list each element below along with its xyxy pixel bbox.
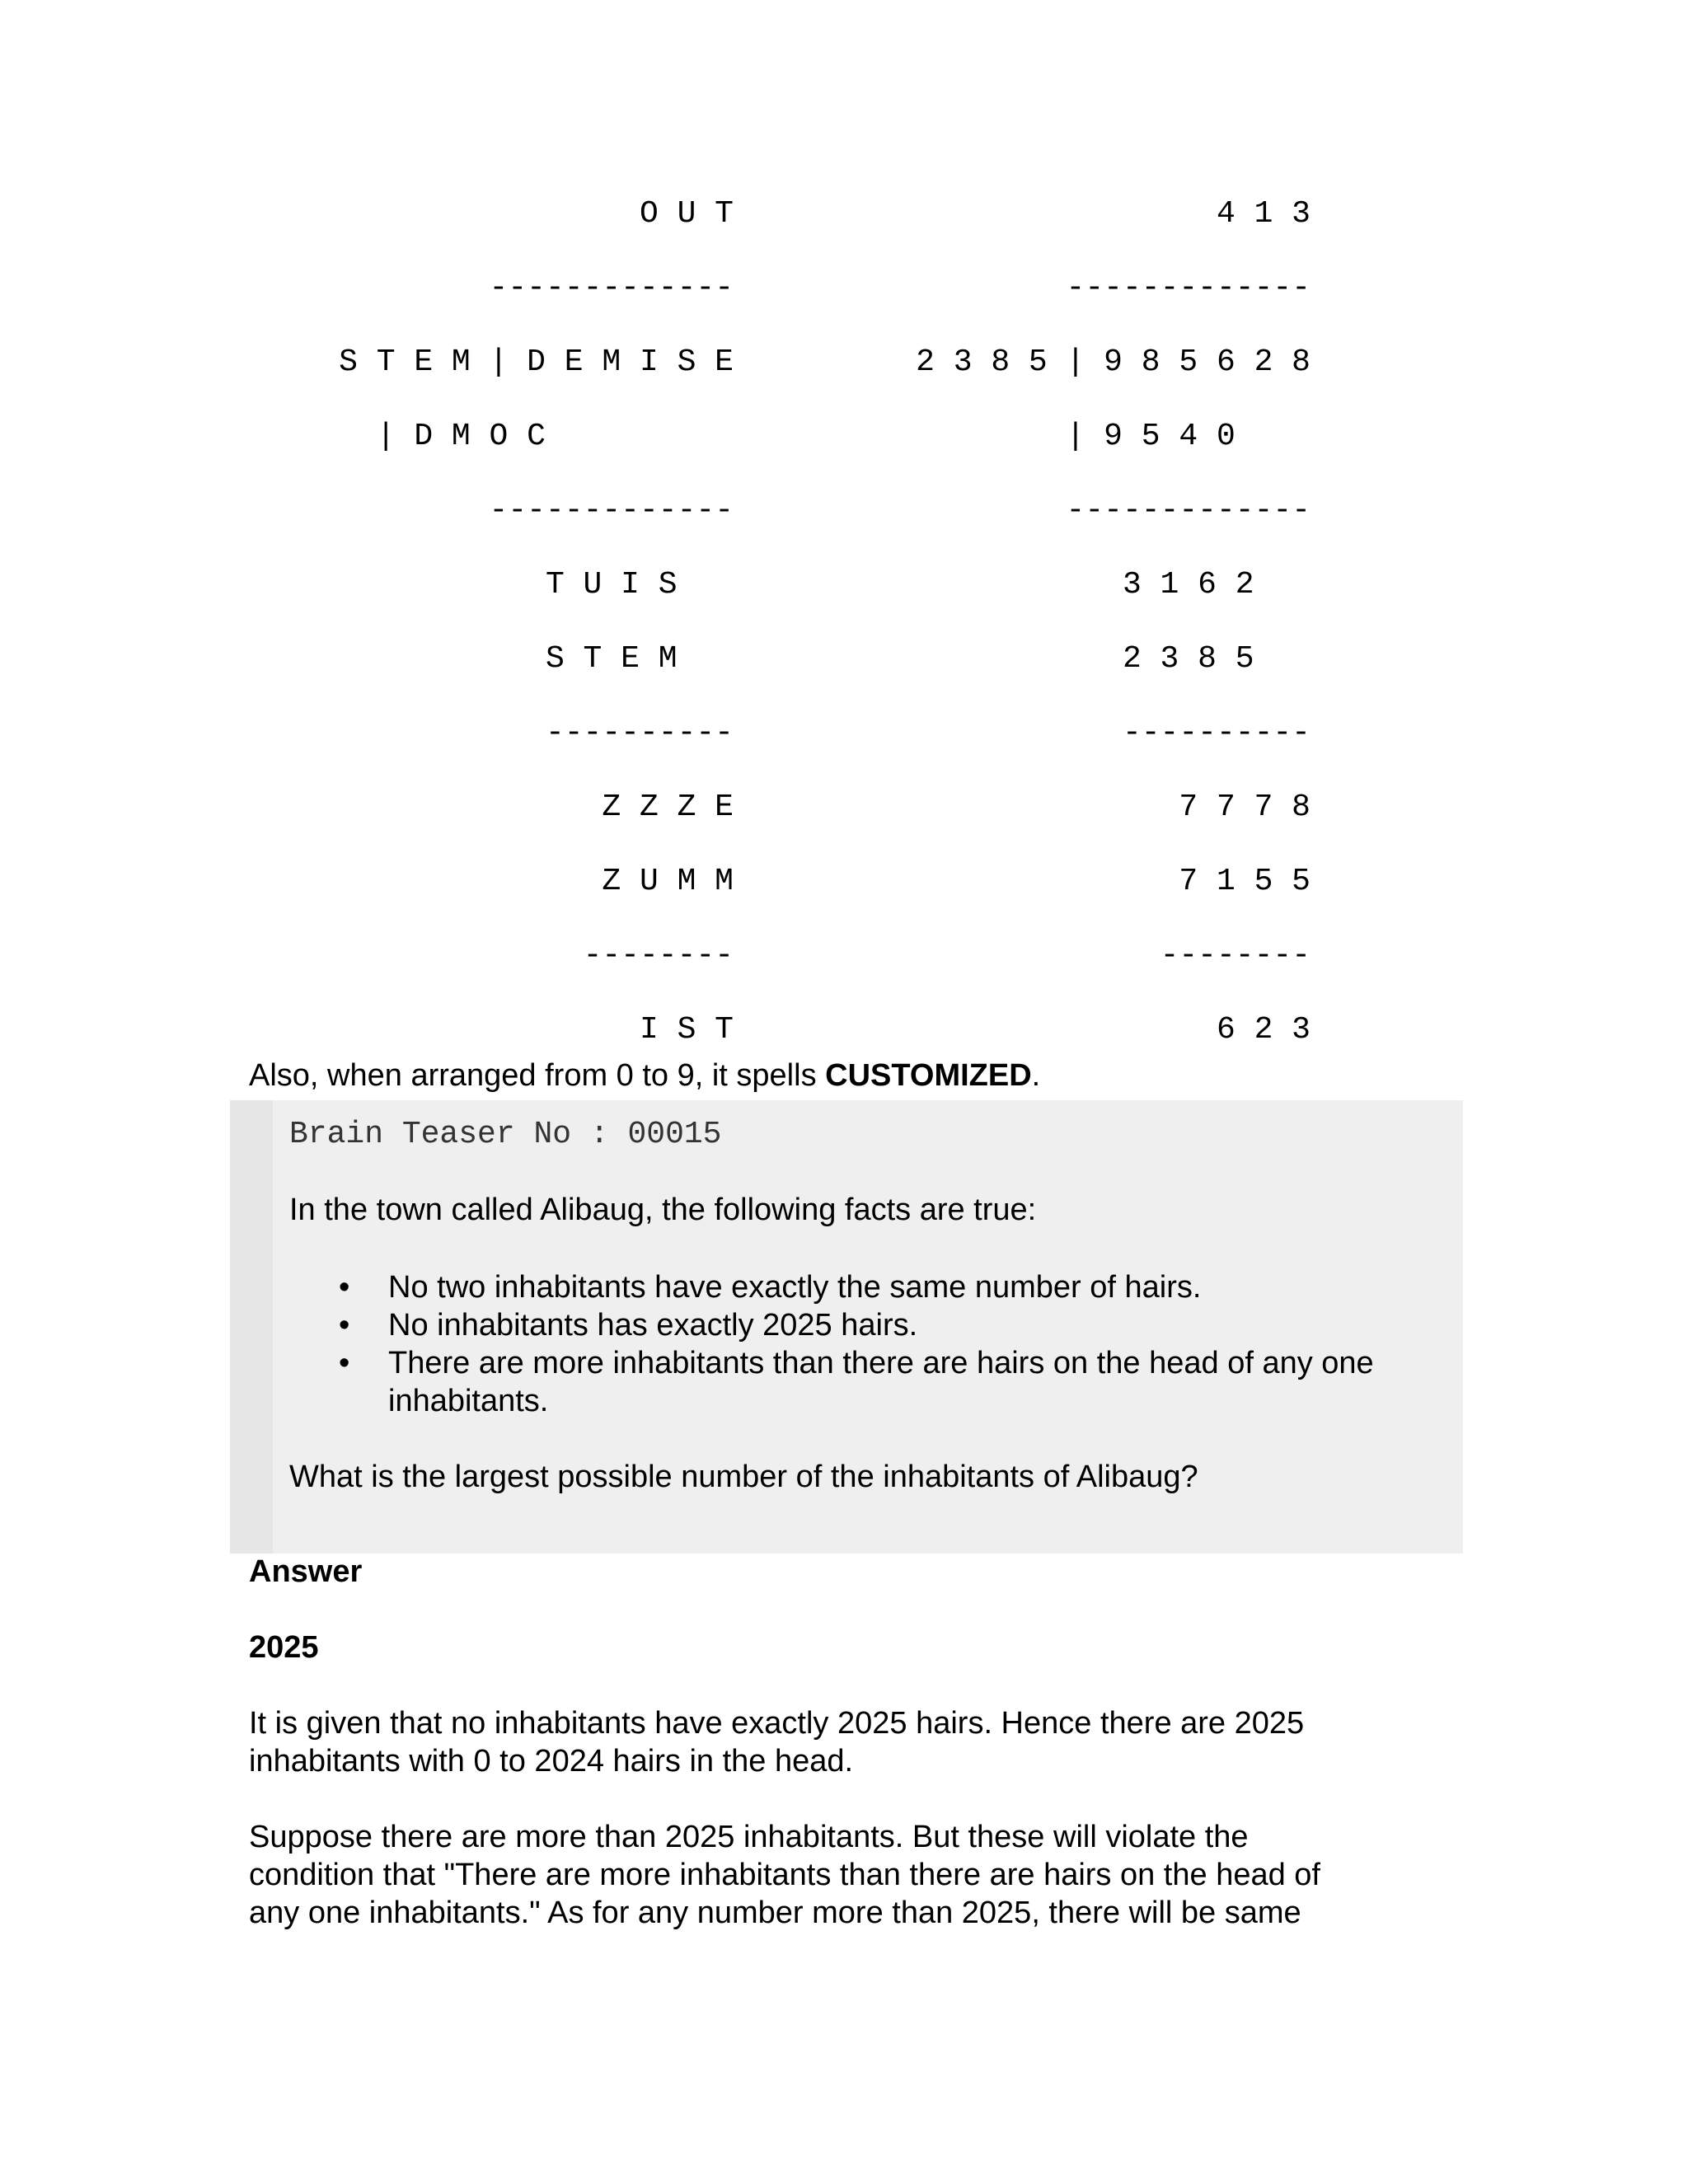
customized-suffix: .	[1031, 1058, 1041, 1093]
digit-rule: -------------	[1066, 493, 1311, 528]
digit-final-remainder: 6 2 3	[1216, 1012, 1311, 1047]
digit-subtrahend: | 9 5 4 0	[1066, 419, 1311, 454]
teaser-box	[230, 1100, 1463, 1554]
letter-rule: -------------	[489, 270, 734, 306]
teaser-bullet-list	[289, 1268, 1443, 1420]
digit-subtrahend: 2 3 8 5	[1122, 641, 1311, 677]
letter-quotient: O U T	[639, 196, 734, 232]
letter-rule: -------------	[489, 493, 734, 528]
bullet-icon: •	[339, 1346, 350, 1380]
list-item: • No inhabitants has exactly 2025 hairs.	[339, 1308, 918, 1343]
answer-value: 2025	[249, 1630, 319, 1665]
digit-quotient: 4 1 3	[1216, 196, 1311, 232]
digit-divisor-dividend: 2 3 8 5 | 9 8 5 6 2 8	[916, 344, 1311, 380]
letter-divisor-dividend: S T E M | D E M I S E	[339, 344, 734, 380]
answer-para2-line3: any one inhabitants." As for any number more than 2025, there will be same	[249, 1896, 1301, 1930]
customized-prefix: Also, when arranged from 0 to 9, it spells	[249, 1058, 826, 1093]
answer-para2-line2: condition that "There are more inhabitants than there are hairs on the head of	[249, 1858, 1320, 1892]
list-item: • There are more inhabitants than there are hairs on the head of any one inhabitants.	[339, 1346, 1374, 1418]
bullet-icon: •	[339, 1308, 350, 1343]
digit-rule: ----------	[1122, 715, 1311, 751]
digit-subtrahend: 7 1 5 5	[1179, 864, 1311, 899]
digit-rule: --------	[1160, 938, 1311, 973]
list-item: • No two inhabitants have exactly the same number of hairs.	[339, 1270, 1202, 1305]
letter-subtrahend: | D M O C	[376, 419, 734, 454]
digit-remainder: 3 1 6 2	[1122, 567, 1311, 602]
letter-subtrahend: Z U M M	[602, 864, 734, 899]
teaser-title: Brain Teaser No : 00015	[289, 1117, 722, 1152]
customized-word: CUSTOMIZED	[825, 1058, 1032, 1093]
letter-final-remainder: I S T	[639, 1012, 734, 1047]
letter-remainder: T U I S	[545, 567, 734, 602]
teaser-question: What is the largest possible number of the inhabitants of Alibaug?	[289, 1460, 1198, 1494]
teaser-gutter	[230, 1100, 273, 1554]
letter-rule: --------	[583, 938, 734, 973]
answer-heading: Answer	[249, 1554, 363, 1589]
customized-line	[249, 1057, 1040, 1094]
letter-remainder: Z Z Z E	[602, 790, 734, 825]
digit-remainder: 7 7 7 8	[1179, 790, 1311, 825]
answer-para1-line2: inhabitants with 0 to 2024 hairs in the head.	[249, 1744, 854, 1779]
answer-para2-line1: Suppose there are more than 2025 inhabitants. But these will violate the	[249, 1820, 1249, 1854]
letter-subtrahend: S T E M	[545, 641, 734, 677]
bullet-icon: •	[339, 1270, 350, 1305]
letter-rule: ----------	[545, 715, 734, 751]
answer-para1-line1: It is given that no inhabitants have exactly 2025 hairs. Hence there are 2025	[249, 1706, 1305, 1741]
digit-rule: -------------	[1066, 270, 1311, 306]
teaser-intro: In the town called Alibaug, the following facts are true:	[289, 1193, 1037, 1227]
